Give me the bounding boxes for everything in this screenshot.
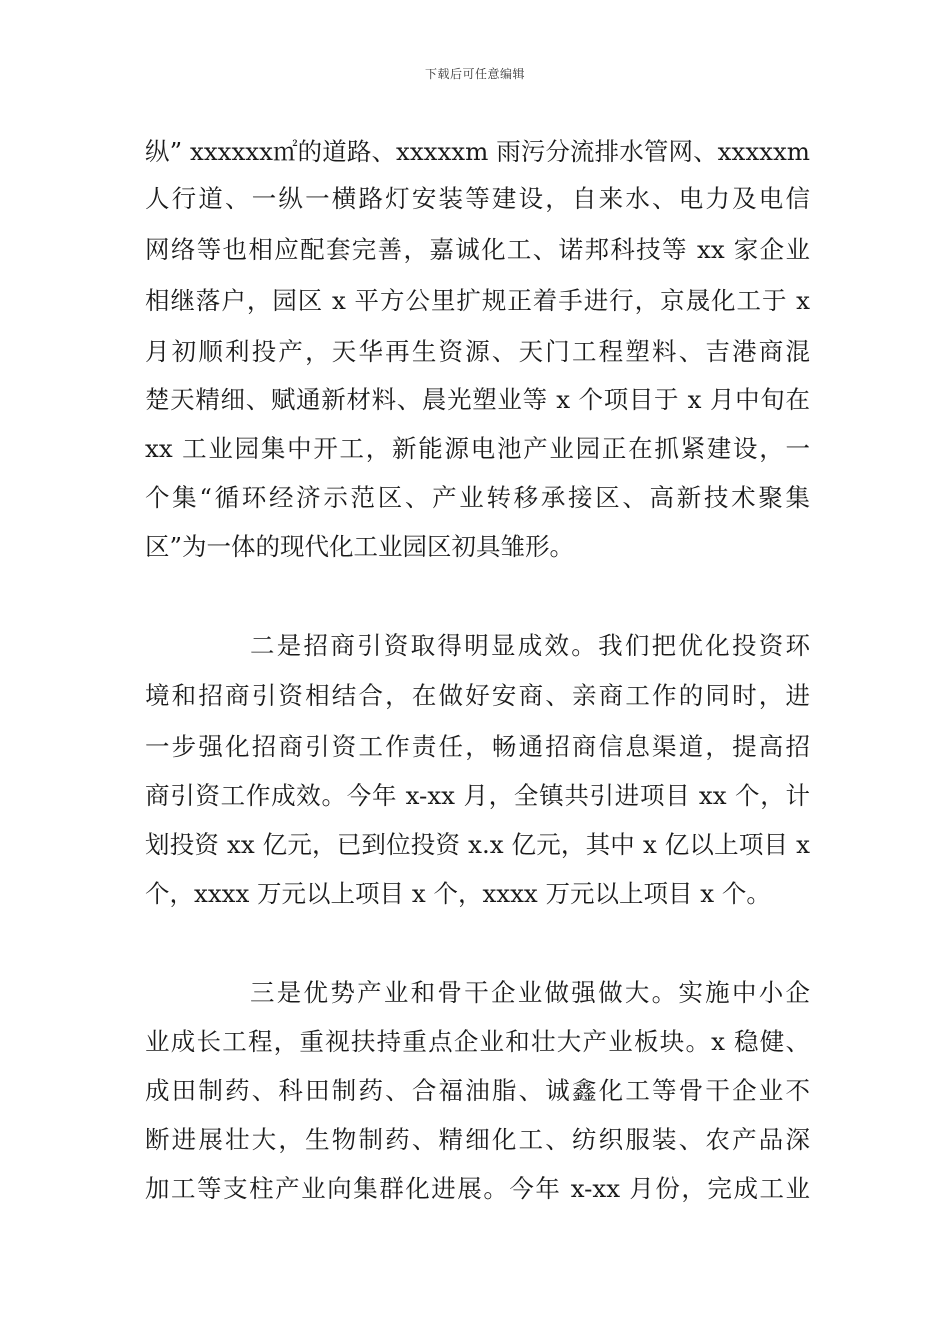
text-line: 相继落户，园区 x 平方公里扩规正着手进行，京晟化工于 x <box>145 286 810 315</box>
text-line: 加工等支柱产业向集群化进展。今年 x-xx 月份，完成工业 <box>145 1174 810 1203</box>
text-line: 人行道、一纵一横路灯安装等建设，自来水、电力及电信 <box>145 184 810 213</box>
text-line: 二是招商引资取得明显成效。我们把优化投资环 <box>250 631 810 660</box>
text-line: 区”为一体的现代化工业园区初具雏形。 <box>145 532 575 561</box>
text-line: 纵” xxxxxx㎡的道路、xxxxxm 雨污分流排水管网、xxxxxm <box>145 137 810 166</box>
text-line: 三是优势产业和骨干企业做强做大。实施中小企 <box>250 978 810 1007</box>
text-line: 成田制药、科田制药、合福油脂、诚鑫化工等骨干企业不 <box>145 1076 810 1105</box>
text-line: 划投资 xx 亿元，已到位投资 x.x 亿元，其中 x 亿以上项目 x <box>145 830 810 859</box>
text-line: 业成长工程，重视扶持重点企业和壮大产业板块。x 稳健、 <box>145 1027 810 1056</box>
text-line: xx 工业园集中开工，新能源电池产业园正在抓紧建设，一 <box>145 434 810 463</box>
text-line: 月初顺利投产，天华再生资源、天门工程塑料、吉港商混 <box>145 337 810 366</box>
text-line: 个集“循环经济示范区、产业转移承接区、高新技术聚集 <box>145 483 810 512</box>
text-line: 一步强化招商引资工作责任，畅通招商信息渠道，提高招 <box>145 732 810 761</box>
page-header: 下载后可任意编辑 <box>424 67 525 81</box>
text-line: 断进展壮大，生物制药、精细化工、纺织服装、农产品深 <box>145 1125 810 1154</box>
text-line: 商引资工作成效。今年 x-xx 月，全镇共引进项目 xx 个，计 <box>145 781 810 810</box>
text-line: 个，xxxx 万元以上项目 x 个，xxxx 万元以上项目 x 个。 <box>145 879 771 908</box>
text-line: 网络等也相应配套完善，嘉诚化工、诺邦科技等 xx 家企业 <box>145 235 810 264</box>
text-line: 楚天精细、赋通新材料、晨光塑业等 x 个项目于 x 月中旬在 <box>145 385 810 414</box>
text-line: 境和招商引资相结合，在做好安商、亲商工作的同时，进 <box>145 681 810 710</box>
